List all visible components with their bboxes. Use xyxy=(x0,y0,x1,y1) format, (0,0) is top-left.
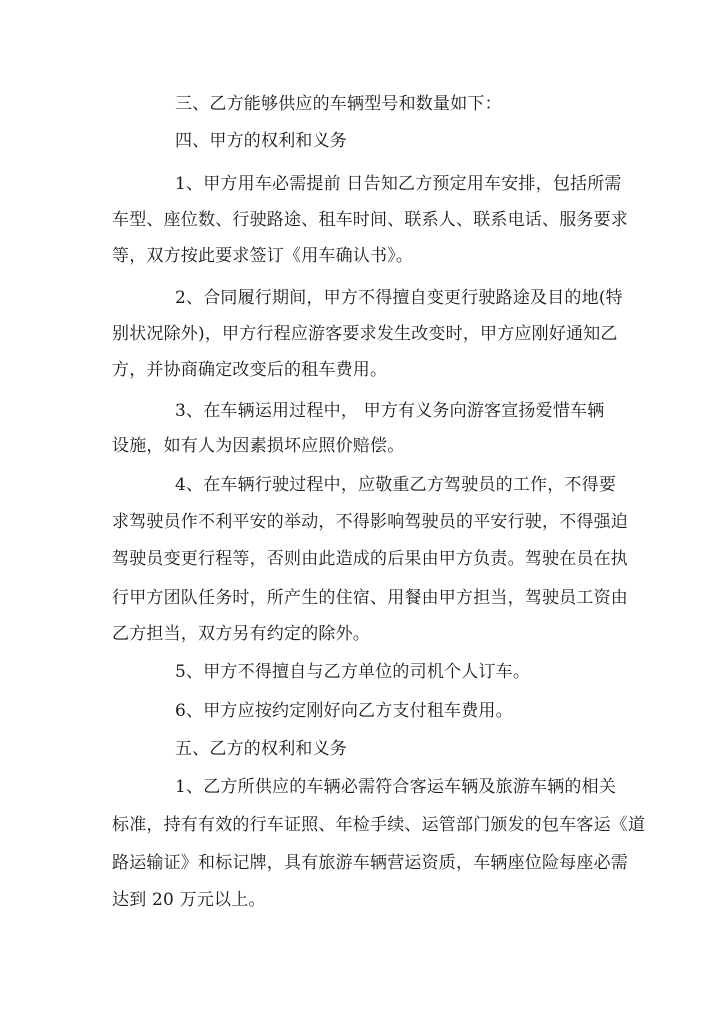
paragraph-line: 标准，持有有效的行车证照、年检手续、运管部门颁发的包车客运《道 xyxy=(112,815,646,835)
paragraph-line: 达到 20 万元以上。 xyxy=(112,890,266,910)
paragraph-line: 4、在车辆行驶过程中，应敬重乙方驾驶员的工作，不得要 xyxy=(175,475,617,495)
paragraph-line: 驾驶员变更行程等，否则由此造成的后果由甲方负责。驾驶在员在执 xyxy=(112,549,628,569)
section-three-heading: 三、乙方能够供应的车辆型号和数量如下： xyxy=(175,94,502,114)
paragraph-line: 求驾驶员作不利平安的举动，不得影响驾驶员的平安行驶，不得强迫 xyxy=(112,512,628,532)
paragraph-line: 3、在车辆运用过程中， 甲方有义务向游客宣扬爱惜车辆 xyxy=(175,401,605,421)
paragraph-line: 别状况除外)，甲方行程应游客要求发生改变时，甲方应刚好通知乙 xyxy=(112,324,618,344)
paragraph-line: 乙方担当，双方另有约定的除外。 xyxy=(112,624,370,644)
paragraph-line: 6、甲方应按约定刚好向乙方支付租车费用。 xyxy=(175,701,513,721)
paragraph-line: 行甲方团队任务时，所产生的住宿、用餐由甲方担当，驾驶员工资由 xyxy=(112,588,628,608)
paragraph-line: 5、甲方不得擅自与乙方单位的司机个人订车。 xyxy=(175,662,531,682)
section-five-heading: 五、乙方的权利和义务 xyxy=(175,739,347,759)
paragraph-line: 2、合同履行期间，甲方不得擅自变更行驶路途及目的地(特 xyxy=(175,288,623,308)
paragraph-line: 设施，如有人为因素损坏应照价赔偿。 xyxy=(112,436,405,456)
paragraph-line: 1、甲方用车必需提前 日告知乙方预定用车安排，包括所需 xyxy=(175,174,622,194)
paragraph-line: 等，双方按此要求签订《用车确认书》。 xyxy=(112,246,414,266)
paragraph-line: 路运输证》和标记牌，具有旅游车辆营运资质，车辆座位险每座必需 xyxy=(112,853,628,873)
section-four-heading: 四、甲方的权利和义务 xyxy=(175,131,347,151)
paragraph-line: 车型、座位数、行驶路途、租车时间、联系人、联系电话、服务要求 xyxy=(112,210,628,230)
paragraph-line: 方，并协商确定改变后的租车费用。 xyxy=(112,360,388,380)
paragraph-line: 1、乙方所供应的车辆必需符合客运车辆及旅游车辆的相关 xyxy=(175,777,617,797)
